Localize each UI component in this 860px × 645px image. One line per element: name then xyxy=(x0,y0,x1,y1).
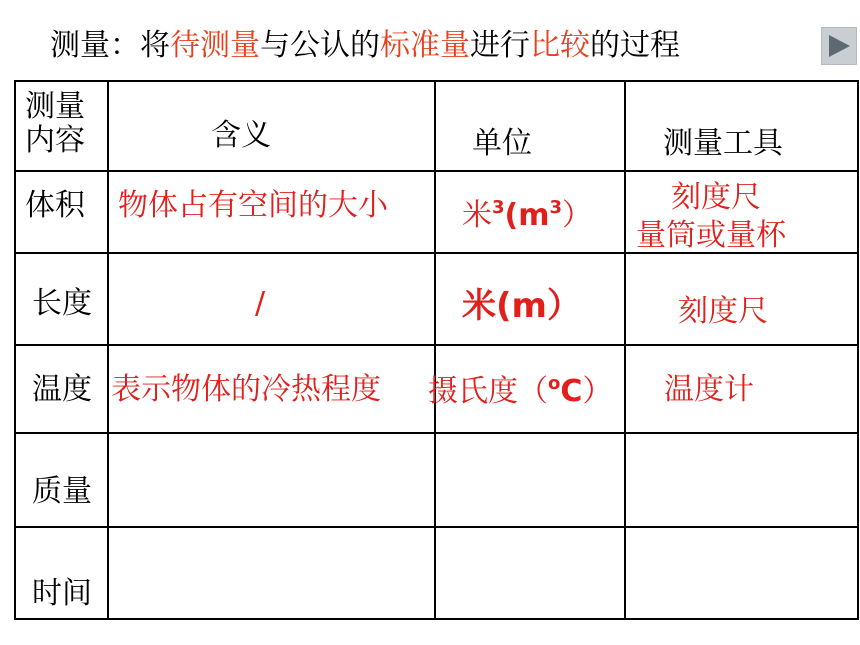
table-row xyxy=(15,527,858,619)
row-tool-cell xyxy=(625,433,858,527)
header-cell-meaning xyxy=(108,81,435,171)
row-meaning-cell xyxy=(108,527,435,619)
row-tool-line1: 刻度尺 xyxy=(671,180,761,215)
row-name: 温度 xyxy=(32,372,92,407)
row-meaning-cell xyxy=(108,345,435,433)
row-tool-cell xyxy=(625,171,858,253)
row-name: 体积 xyxy=(25,188,85,223)
row-unit-cell xyxy=(435,527,625,619)
header-content-label: 测量 内容 xyxy=(25,89,85,158)
row-meaning: / xyxy=(255,286,266,321)
row-tool-cell xyxy=(625,253,858,345)
header-tool-label: 测量工具 xyxy=(663,126,783,161)
header-cell-tool xyxy=(625,81,858,171)
row-unit-cell xyxy=(435,433,625,527)
row-unit-cell xyxy=(435,253,625,345)
table-row xyxy=(15,433,858,527)
row-meaning: 物体占有空间的大小 xyxy=(118,188,388,223)
row-name-cell xyxy=(15,527,108,619)
title-part: 与公认的 xyxy=(260,28,380,63)
page-title xyxy=(50,26,680,66)
row-tool-cell xyxy=(625,527,858,619)
next-slide-button[interactable] xyxy=(821,27,857,65)
row-tool-cell xyxy=(625,345,858,433)
row-meaning-cell xyxy=(108,253,435,345)
title-part: 进行 xyxy=(470,28,530,63)
row-name: 时间 xyxy=(32,576,92,611)
row-name-cell xyxy=(15,345,108,433)
title-part: 测量：将 xyxy=(50,28,170,63)
title-part: 的过程 xyxy=(590,28,680,63)
row-unit: 米$^3(m^3)$ xyxy=(462,197,593,233)
table-row xyxy=(15,253,858,345)
row-unit: 摄氏度（$^o$C） xyxy=(428,373,613,409)
row-name: 质量 xyxy=(32,474,92,509)
table-header-row xyxy=(15,81,858,171)
row-meaning-cell xyxy=(108,171,435,253)
row-tool: 刻度尺 xyxy=(678,294,768,329)
row-unit-cell xyxy=(428,345,625,433)
table-row xyxy=(15,345,858,433)
row-meaning: 表示物体的冷热程度 xyxy=(111,372,381,407)
title-highlight-standard: 标准量 xyxy=(380,28,470,63)
row-tool-line2: 量筒或量杯 xyxy=(636,218,786,253)
row-meaning-cell xyxy=(108,433,435,527)
row-name-cell xyxy=(15,171,108,253)
header-meaning-label: 含义 xyxy=(211,118,271,153)
row-tool: 温度计 xyxy=(664,372,754,407)
row-unit-cell xyxy=(435,171,625,253)
header-cell-unit xyxy=(435,81,625,171)
row-name: 长度 xyxy=(32,286,92,321)
row-name-cell xyxy=(15,253,108,345)
play-triangle-icon xyxy=(822,28,856,64)
title-highlight-compare: 比较 xyxy=(530,28,590,63)
title-highlight-to-measure: 待测量 xyxy=(170,28,260,63)
row-unit: 米(m） xyxy=(462,286,581,326)
table-row xyxy=(15,171,858,253)
measurement-table xyxy=(14,80,859,620)
header-unit-label: 单位 xyxy=(472,126,532,161)
row-name-cell xyxy=(15,433,108,527)
header-cell-content xyxy=(15,81,108,171)
